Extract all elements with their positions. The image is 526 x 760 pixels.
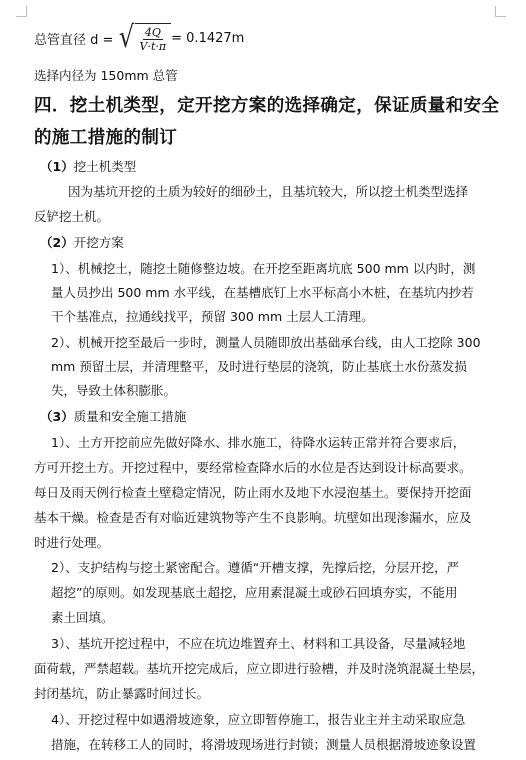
subsection-2-title: （2）开挖方案 — [40, 235, 124, 250]
formula-prefix: 总管直径 d = — [34, 32, 114, 48]
paragraph-line: 因为基坑开挖的土质为较好的细砂土，且基坑较大，所以挖土机类型选择 — [68, 184, 469, 199]
square-root — [117, 20, 171, 55]
paragraph-line: 失，导致土体积膨胀。 — [51, 383, 177, 398]
subsection-number: （3） — [40, 409, 74, 424]
paragraph-line: 超挖”的原则。如发现基底土超挖，应用素混凝土或砂石回填夯实，不能用 — [51, 585, 458, 600]
page-corner-mark — [495, 6, 506, 17]
paragraph-line: 1）、机械挖土，随挖土随修整边坡。在开挖至距离坑底 500 mm 以内时，测 — [51, 261, 476, 276]
paragraph-line: 4）、开挖过程中如遇滑坡迹象，应立即暂停施工，报告业主并主动采取应急 — [51, 712, 466, 727]
paragraph-line: 时进行处理。 — [34, 535, 110, 550]
paragraph-line: 量人员抄出 500 mm 水平线，在基槽底钉上水平标高小木桩，在基坑内抄若 — [51, 285, 474, 300]
section-heading-line-2: 的施工措施的制订 — [34, 128, 178, 148]
diameter-formula — [34, 18, 244, 58]
subsection-number: （1） — [40, 159, 74, 174]
paragraph-line: 干个基准点，拉通线找平，预留 300 mm 土层人工清理。 — [51, 309, 374, 324]
radical-sign-icon: √ — [119, 20, 135, 55]
fraction-numerator: 4Q — [144, 26, 161, 39]
section-heading-line-1: 四．挖土机类型，定开挖方案的选择确定，保证质量和安全 — [34, 96, 500, 116]
paragraph-line: 面荷载，严禁超载。基坑开挖完成后，应立即进行验槽，并及时浇筑混凝土垫层， — [34, 661, 485, 676]
fraction-denominator: V·t·π — [139, 40, 167, 53]
paragraph-line: 反铲挖土机。 — [34, 209, 110, 224]
paragraph-line: 封闭基坑，防止暴露时间过长。 — [34, 686, 210, 701]
fraction — [138, 26, 169, 53]
formula-result: = 0.1427m — [171, 30, 245, 46]
subsection-number: （2） — [40, 235, 74, 250]
paragraph-line: mm 预留土层，并清理整平，及时进行垫层的浇筑，防止基底土水份蒸发损 — [51, 359, 467, 374]
subsection-3-title: （3）质量和安全施工措施 — [40, 409, 187, 424]
paragraph-line: 每日及雨天例行检查土壁稳定情况，防止雨水及地下水浸泡基土。要保持开挖面 — [34, 485, 472, 500]
paragraph-line: 素土回填。 — [51, 610, 114, 625]
paragraph-line: 2）、机械开挖至最后一步时，测量人员随即放出基础承台线，由人工挖除 300 — [51, 335, 481, 350]
subsection-1-title: （1）挖土机类型 — [40, 159, 137, 174]
choice-line: 选择内径为 150mm 总管 — [34, 68, 178, 83]
paragraph-line: 2）、支护结构与挖土紧密配合。遵循“开槽支撑，先撑后挖，分层开挖，严 — [51, 560, 460, 575]
page-corner-mark — [16, 6, 27, 17]
paragraph-line: 3）、基坑开挖过程中，不应在坑边堆置弃土、材料和工具设备，尽量减轻地 — [51, 636, 466, 651]
paragraph-line: 措施，在转移工人的同时，将滑坡现场进行封锁；测量人员根据滑坡迹象设置 — [51, 737, 477, 752]
paragraph-line: 方可开挖土方。开挖过程中，要经常检查降水后的水位是否达到设计标高要求。 — [34, 460, 472, 475]
paragraph-line: 1）、土方开挖前应先做好降水、排水施工，待降水运转正常并符合要求后， — [51, 435, 466, 450]
paragraph-line: 基本干燥。检查是否有对临近建筑物等产生不良影响。坑壁如出现渗漏水，应及 — [34, 510, 472, 525]
